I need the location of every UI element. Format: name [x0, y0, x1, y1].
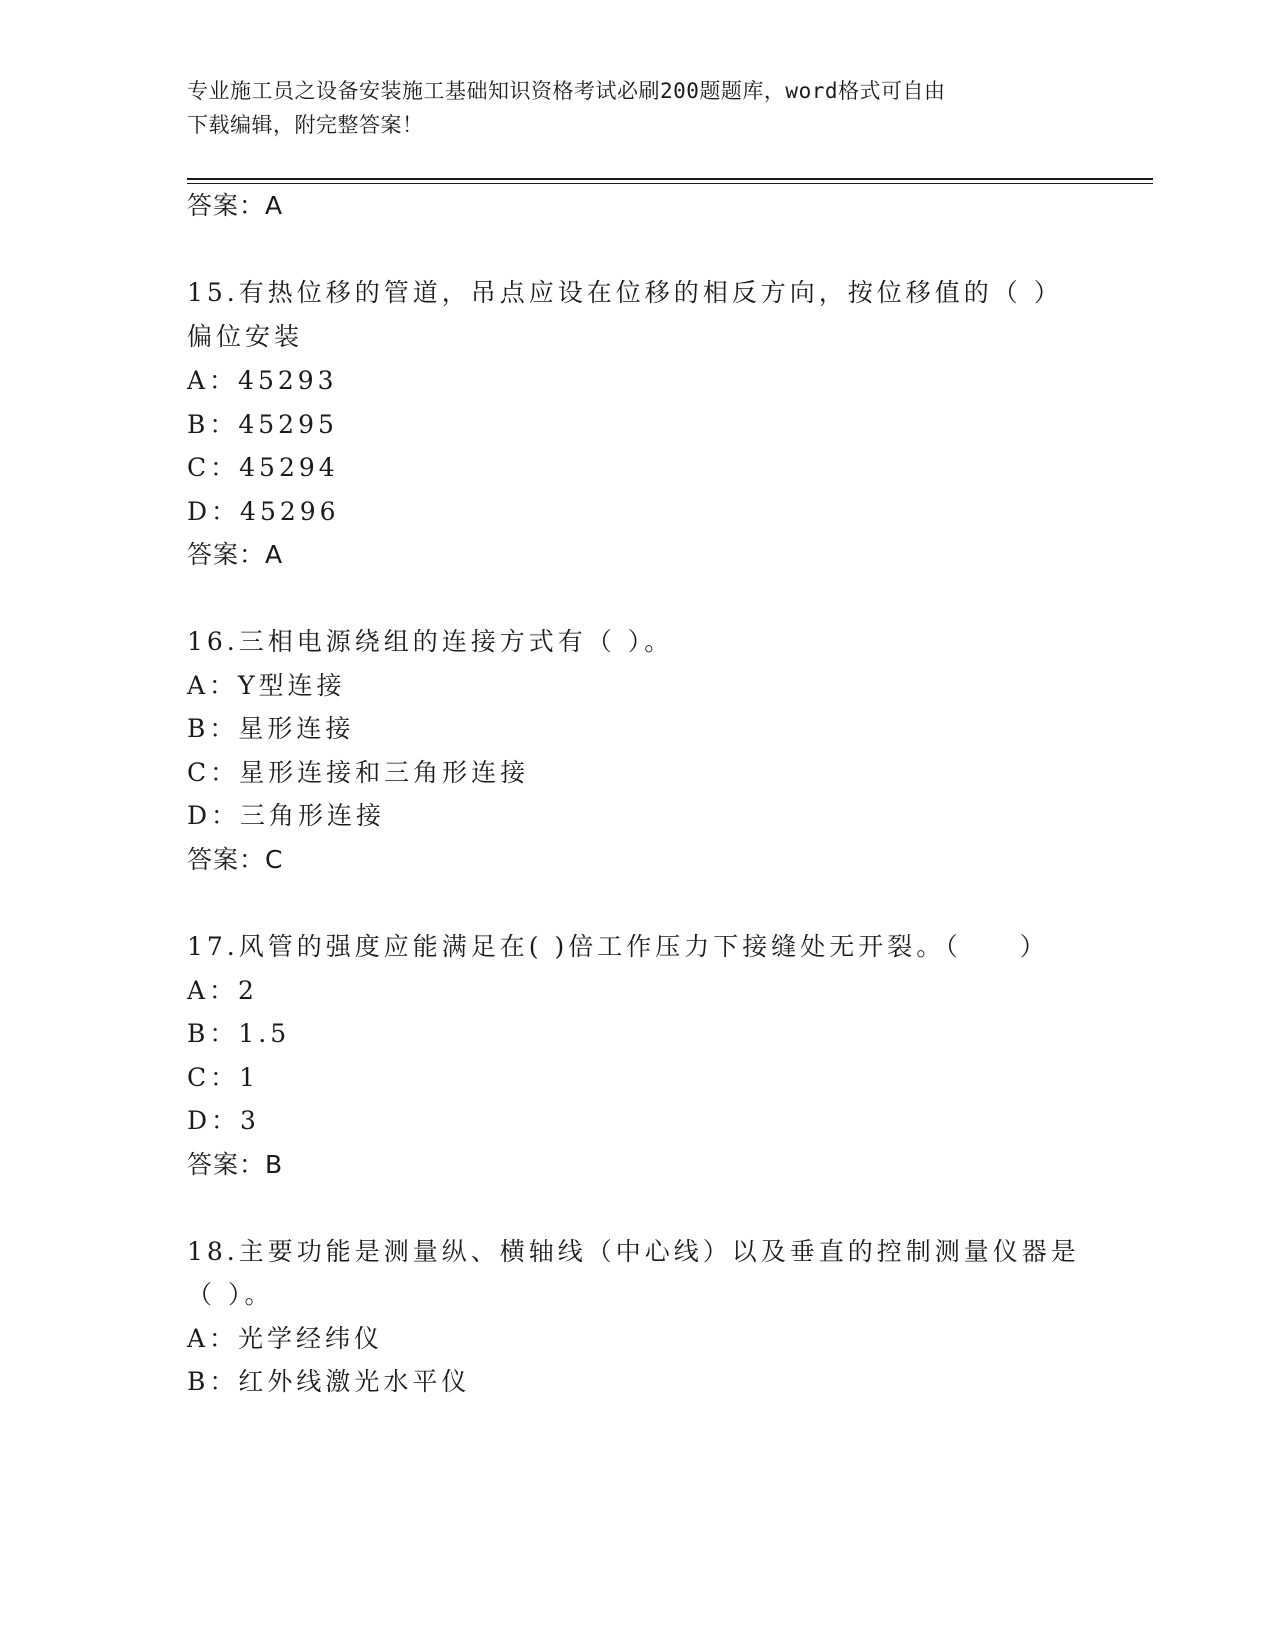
question-16-option-b: B：星形连接 [187, 714, 355, 743]
header-line-1: 专业施工员之设备安装施工基础知识资格考试必刷200题题库，word格式可自由 [187, 79, 946, 103]
header-line-2: 下载编辑，附完整答案！ [187, 113, 424, 137]
question-18-option-a: A：光学经纬仪 [187, 1324, 384, 1353]
question-15-stem-line-2: 偏位安装 [187, 322, 304, 351]
question-17-stem-line-1: 17.风管的强度应能满足在( )倍工作压力下接缝处无开裂。（ ） [187, 932, 1049, 961]
question-17-answer: 答案：B [187, 1150, 284, 1179]
question-15-option-a: A：45293 [187, 366, 338, 395]
question-15-option-c: C：45294 [187, 453, 339, 482]
previous-answer: 答案：A [187, 191, 284, 220]
header-divider-thick [187, 178, 1153, 180]
question-15-option-d: D：45296 [187, 497, 340, 526]
question-18-stem-line-1: 18.主要功能是测量纵、横轴线（中心线）以及垂直的控制测量仪器是 [187, 1237, 1080, 1266]
question-17-option-a: A：2 [187, 976, 258, 1005]
question-16-stem-line-1: 16.三相电源绕组的连接方式有（ ）。 [187, 627, 674, 656]
question-18-option-b: B：红外线激光水平仪 [187, 1367, 471, 1396]
question-15-answer: 答案：A [187, 540, 284, 569]
question-18-stem-line-2: （ ）。 [187, 1280, 274, 1309]
header-divider-thin [187, 183, 1153, 184]
question-15-option-b: B：45295 [187, 410, 338, 439]
document-header [187, 74, 1087, 142]
question-17-option-d: D：3 [187, 1106, 260, 1135]
question-16-answer: 答案：C [187, 845, 284, 874]
question-16-option-c: C：星形连接和三角形连接 [187, 758, 530, 787]
question-16-option-d: D：三角形连接 [187, 801, 386, 830]
question-15-stem-line-1: 15.有热位移的管道，吊点应设在位移的相反方向，按位移值的（ ） [187, 278, 1063, 307]
question-17-option-c: C：1 [187, 1063, 260, 1092]
question-16-option-a: A：Y型连接 [187, 671, 346, 700]
question-17-option-b: B：1.5 [187, 1019, 291, 1048]
